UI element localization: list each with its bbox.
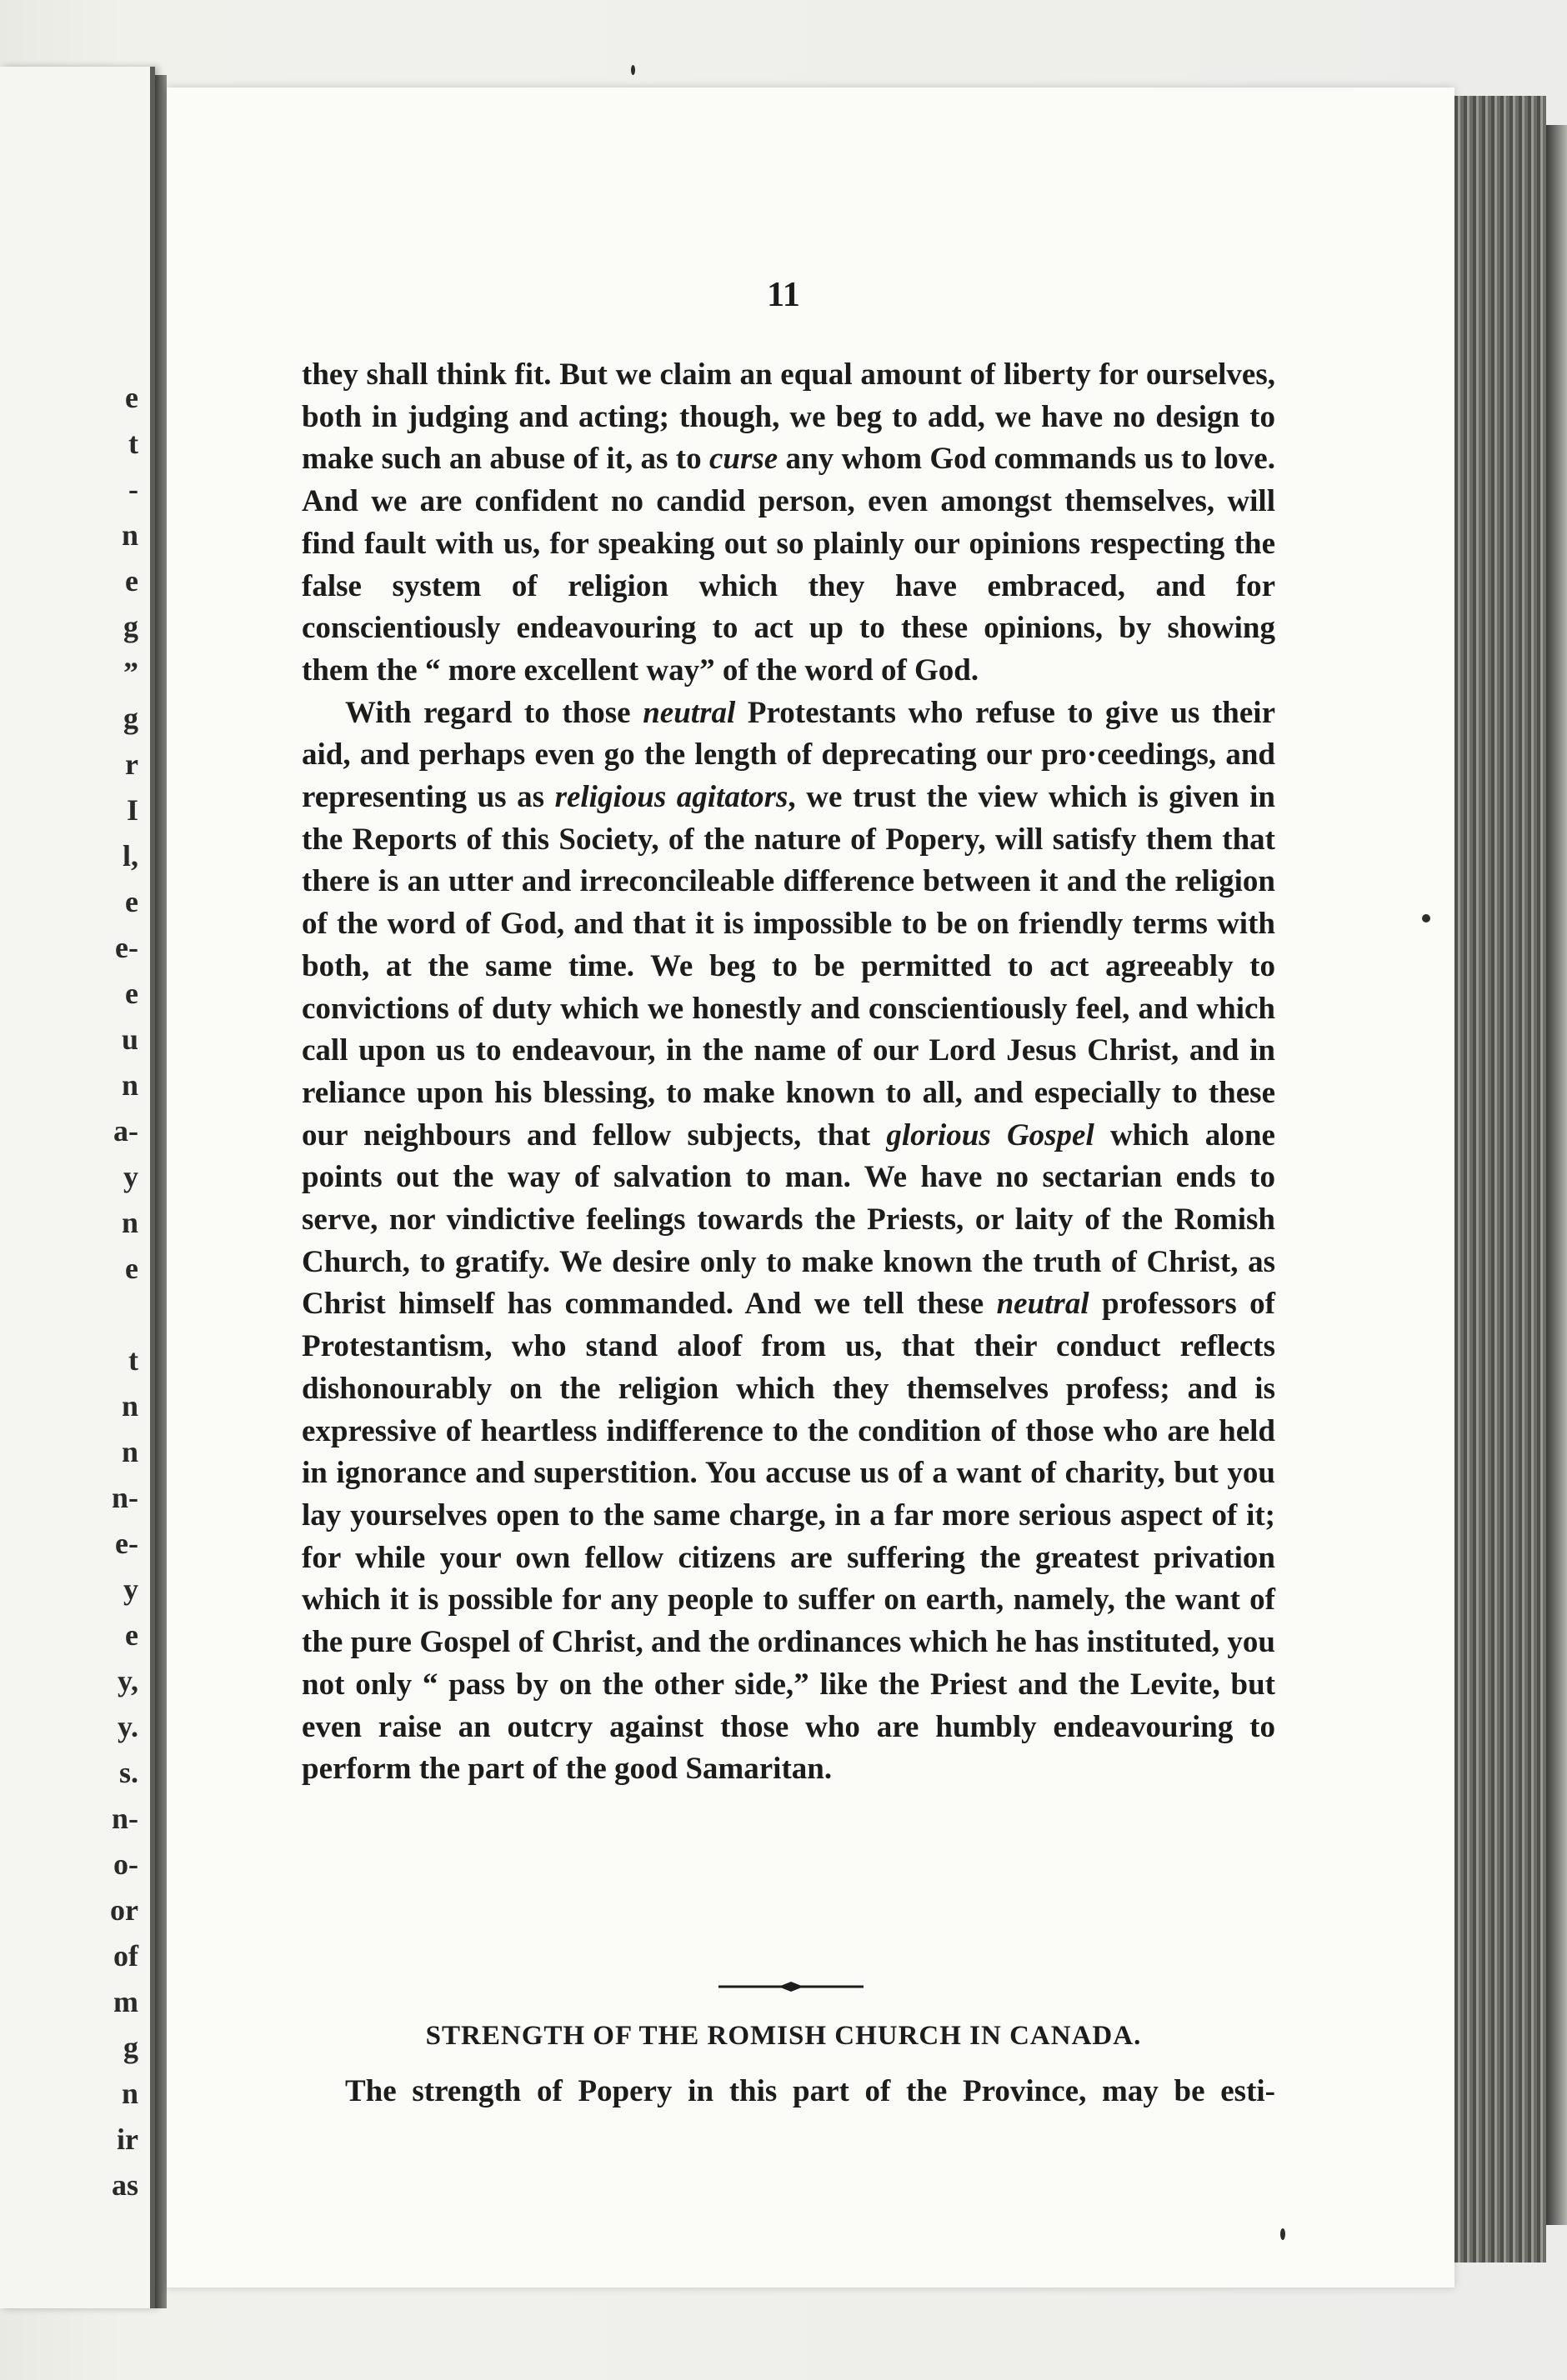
text-run: , we trust the view which is given in the Reports of this Society, of the nature of Popery, will satisfy them that there is an utter and irreconcileable difference between it and the religion of the word of God, and that it is impossible to be on friendly terms with both, at the same time. We beg to be permitted to act agreeably to convictions of duty which we honestly and conscientiously feel, and which call upon us to endeavour, in the name of our Lord Jesus Christ, and in reliance upon his blessing, to make known to all, and especially to these our neighbours and fellow subjects, that [302,780,1275,1152]
left-page-edge [0,67,155,2308]
left-page-fragment: e [125,1252,138,1285]
left-page-fragment: e [125,564,138,598]
page-edges [1454,96,1546,2262]
left-page-fragment: t [128,1343,138,1377]
left-page-fragment: ir [117,2122,138,2156]
left-page-fragment: - [128,472,138,506]
left-page-fragment: a- [113,1114,138,1148]
italic-phrase: neutral [996,1287,1089,1322]
section-divider [718,1978,864,1996]
book-gutter [155,75,167,2308]
text-run: any whom God commands us to love. And we are confident no candid person, even amongst themselves, will find fault with us, for speaking out so plainly our opinions respecting the false system of religion which they have embraced, and for conscientiously endeavouring to act up to these opinions, by showing them the “ more excellent way” of the word of God. [302,442,1275,688]
text-run: they shall think fit. But we claim an equal amount of liberty for ourselves, both in judging and acting; though, we beg to add, we have no design to make such an abuse of it, as to [302,358,1275,477]
left-page-fragment: e [125,885,138,918]
left-page-fragment: e [125,1618,138,1652]
italic-phrase: neutral [643,695,736,730]
book-cover-edge [1546,125,1567,2225]
left-page-fragment: n- [111,1802,138,1835]
left-page-fragment: n [121,2077,138,2110]
left-page-fragment: ” [123,656,138,689]
left-page-fragment: n [121,1389,138,1422]
left-page-fragment: y [123,1572,138,1606]
left-page-fragment: y, [117,1664,138,1698]
left-page-fragment: n [121,1068,138,1102]
left-page-fragment: n [121,518,138,552]
left-page-fragment: g [123,610,138,643]
page-number: 11 [767,276,800,314]
left-page-fragment: e [125,381,138,414]
left-page-fragment: u [121,1022,138,1056]
text-run: With regard to those [345,695,643,730]
left-page-fragment: n- [111,1481,138,1514]
left-page-fragment: as [111,2168,138,2202]
text-run: Protestants who refuse to give us their aid, and perhaps even go the length of deprecating our pro·ceedings, and representing us as [302,695,1275,815]
left-page-fragment: m [113,1985,138,2018]
paragraph-2 [302,692,1275,1791]
text-run: professors of Protestantism, who stand aloof from us, that their conduct reflects dishonourably on the religion which they themselves profess; and is expressive of heartless indifference to the condition of those who are held in ignorance and superstition. You accuse us of a want of charity, but you lay yourselves open to the same charge, in a far more serious aspect of it; for while your own fellow citizens are suffering the greatest privation which it is possible for any people to suffer on earth, namely, the want of the pure Gospel of Christ, and the ordinances which he has instituted, you not only “ pass by on the other side,” like the Priest and the Levite, but even raise an outcry against those who are humbly endeavouring to perform the part of the good Samaritan. [302,1287,1275,1787]
paragraph-1 [302,354,1275,692]
left-page-text-fragments [110,375,138,2208]
left-page-fragment: l, [122,839,138,872]
left-page-fragment: g [123,702,138,735]
left-page-fragment: r [125,748,138,781]
left-page-fragment: or [110,1893,138,1927]
left-page-fragment: e- [115,1527,138,1560]
left-page-fragment: e- [115,931,138,964]
italic-phrase: glorious Gospel [886,1118,1094,1152]
paragraph-3-first-line: The strength of Popery in this part of the Province, may be esti- [345,2074,1275,2108]
text-run: which alone points out the way of salvation to man. We have no sectarian ends to serve, nor vindictive feelings towards the Priests, or laity of the Romish Church, to gratify. We desire only to make known the truth of Christ, as Christ himself has commanded. And we tell these [302,1118,1275,1322]
left-page-fragment: o- [113,1848,138,1881]
left-page-fragment: of [113,1939,138,1972]
ink-spot [631,65,635,75]
ink-spot [1422,914,1430,922]
left-page-fragment: y [123,1160,138,1193]
body-text [302,354,1275,1791]
left-page-fragment: n [121,1435,138,1468]
section-heading: STRENGTH OF THE ROMISH CHURCH IN CANADA. [425,2021,1142,2051]
left-page-fragment: I [126,793,138,827]
left-page-fragment: e [125,977,138,1010]
left-page-fragment: y. [117,1710,138,1743]
left-page-fragment: s. [118,1756,138,1789]
ink-spot [1280,2228,1285,2240]
left-page-fragment: g [123,2031,138,2064]
left-page-fragment: t [128,427,138,460]
italic-phrase: religious agitators [554,780,789,815]
left-page-fragment [110,1292,138,1338]
left-page-fragment: n [121,1206,138,1239]
italic-phrase: curse [708,442,778,477]
